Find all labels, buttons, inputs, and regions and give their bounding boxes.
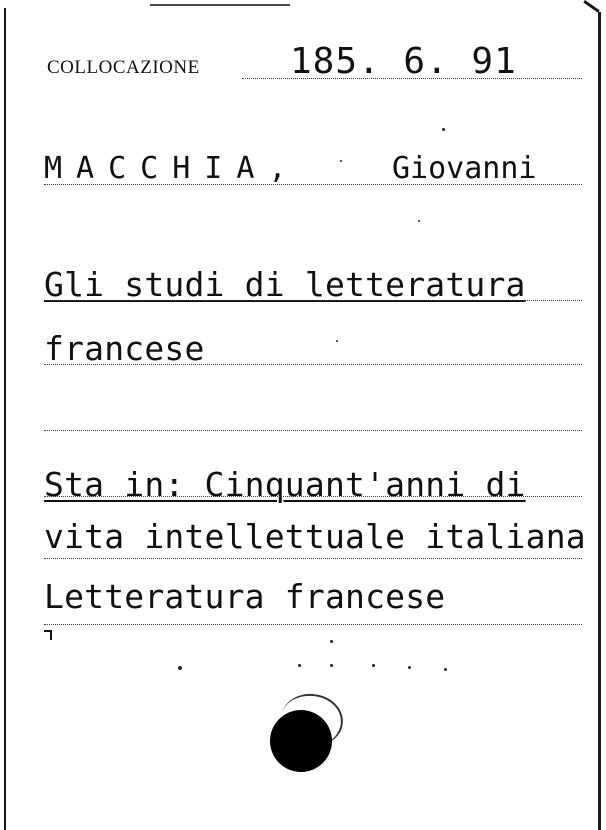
card-left-edge [4, 8, 6, 830]
card-right-edge [598, 12, 601, 830]
author-given-name: Giovanni [392, 151, 537, 186]
title-line-2: francese [44, 329, 205, 368]
scan-speck [372, 664, 375, 667]
scan-speck [330, 664, 333, 667]
scan-speck [340, 160, 342, 162]
collocazione-rule [242, 78, 582, 79]
source-line-1: Sta in: Cinquant'anni di [44, 465, 526, 504]
corner-bracket-mark [44, 630, 52, 640]
source-line-2: vita intellettuale italiana [44, 517, 586, 556]
title-rule-2 [44, 364, 582, 365]
scan-speck [442, 128, 445, 131]
blank-rule [44, 430, 582, 431]
source-rule-1 [44, 496, 582, 497]
punch-hole [270, 710, 332, 772]
card-top-edge [150, 4, 290, 6]
scan-speck [418, 220, 420, 222]
title-line-1: Gli studi di letteratura [44, 265, 526, 304]
source-rule-2 [44, 558, 582, 559]
author-surname: MACCHIA, [44, 151, 301, 186]
collocazione-label: COLLOCAZIONE [47, 57, 200, 78]
scan-speck [298, 664, 301, 667]
source-rule-3 [44, 624, 582, 625]
source-line-3: Letteratura francese [44, 577, 446, 616]
scan-speck [444, 668, 447, 671]
title-rule-1 [44, 300, 582, 301]
author-rule [44, 184, 582, 185]
scan-speck [178, 666, 182, 670]
scan-speck [330, 640, 333, 643]
scan-speck [408, 666, 411, 669]
collocazione-value: 185. 6. 91 [290, 41, 517, 82]
card-corner-mark [583, 0, 599, 13]
scan-speck [336, 340, 338, 342]
